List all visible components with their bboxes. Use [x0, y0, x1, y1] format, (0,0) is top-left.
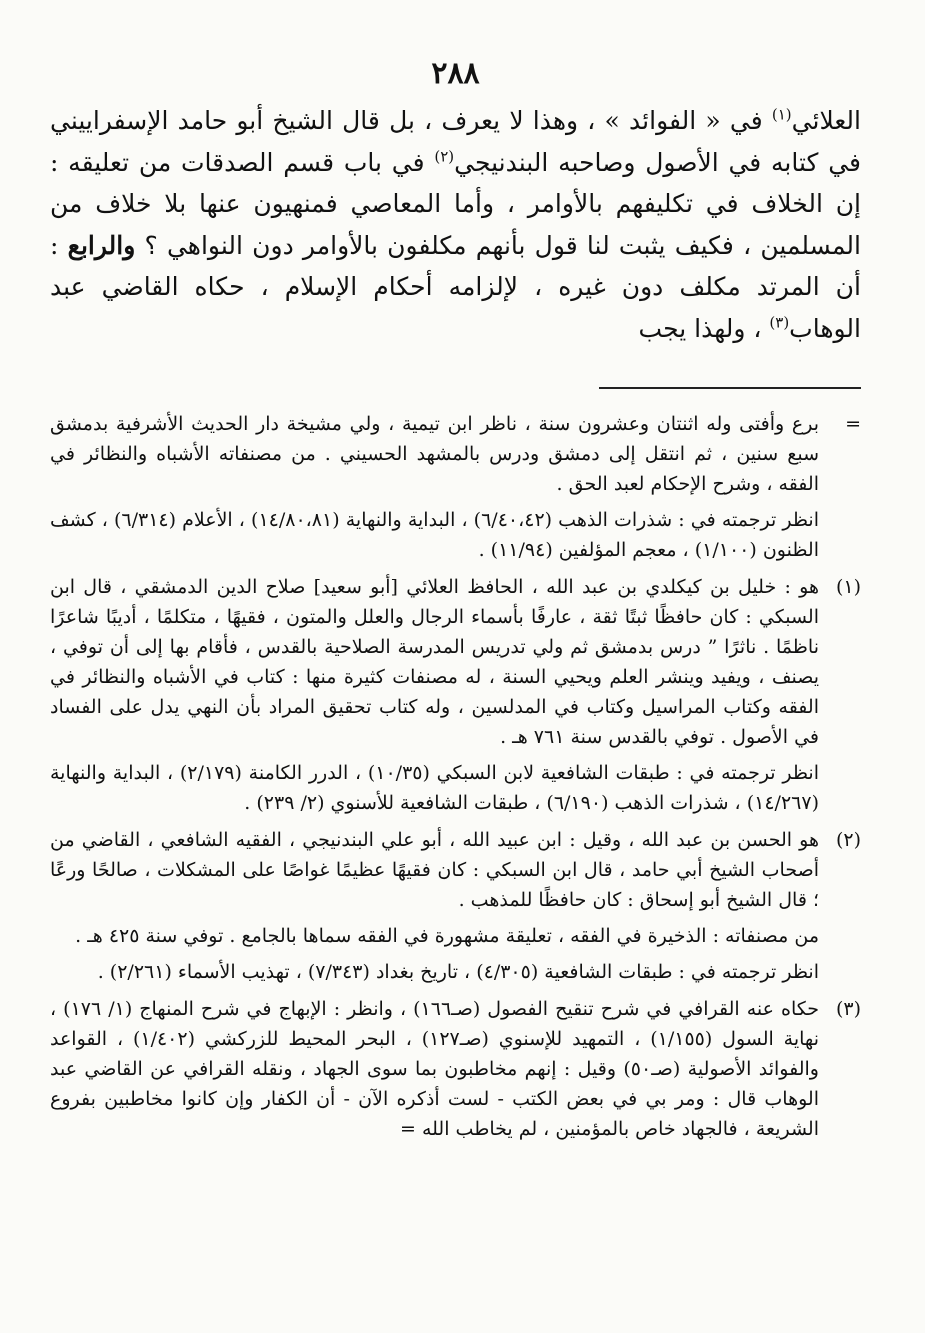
- footnote-body: [50, 825, 819, 987]
- bold-term: والرابع: [67, 230, 136, 260]
- footnote-3: [50, 994, 861, 1144]
- footnote-marker: (٣): [835, 998, 861, 1020]
- footnote-marker: (٢): [835, 829, 861, 851]
- main-text-segment: في « الفوائد » ، وهذا لا يعرف ، بل قال الشيخ أبو حامد الإسفراييني في كتابه في الأصول وصاحبه البندنيجي: [50, 106, 861, 177]
- footnote-paragraph: انظر ترجمته في : طبقات الشافعية (٤/٣٠٥) ، تاريخ بغداد (٧/٣٤٣) ، تهذيب الأسماء (٢/٢٦١) .: [97, 961, 819, 983]
- footnote-body: [50, 572, 819, 818]
- footnote-paragraph: انظر ترجمته في : طبقات الشافعية لابن السبكي (١٠/٣٥) ، الدرر الكامنة (٢/١٧٩) ، البداية والنهاية (١٤/٢٦٧) ، شذرات الذهب (٦/١٩٠) ، طبقات الشافعية للأسنوي (٢/ ٢٣٩) .: [50, 762, 819, 814]
- footnotes: [50, 409, 861, 1144]
- footnote-1: [50, 572, 861, 818]
- footnote-ref[interactable]: (٢): [434, 147, 455, 166]
- main-text-segment: في باب قسم الصدقات من تعليقه : إن الخلاف في تكليفهم بالأوامر ، وأما المعاصي فمنهيون عنها بلا خلاف من المسلمين ، فكيف يثبت لنا قول بأنهم مكلفون بالأوامر دون النواهي ؟: [50, 147, 861, 260]
- footnote-separator: [599, 387, 861, 389]
- footnote-paragraph: حكاه عنه القرافي في شرح تنقيح الفصول (صـ١٦٦) ، وانظر : الإبهاج في شرح المنهاج (١/ ١٧٦) ، نهاية السول (١/١٥٥) ، التمهيد للإسنوي (صـ١٢٧) ، البحر المحيط للزركشي (١/٤٠٢) ، القواعد والفوائد الأصولية (صـ٥٠) وقيل : إنهم مخاطبون بما سوى الجهاد ، ونقله القرافي عن القاضي عبد الوهاب قال : ومر بي في بعض الكتب - لست أذكره الآن - أن الكفار وإن كانوا مخاطبين بفروع الشريعة ، فالجهاد خاص بالمؤمنين ، لم يخاطب الله =: [50, 998, 819, 1140]
- footnote-marker: (١): [835, 576, 861, 598]
- footnote-ref[interactable]: (١): [771, 105, 792, 124]
- footnote-paragraph: هو : خليل بن كيكلدي بن عبد الله ، الحافظ العلائي [أبو سعيد] صلاح الدين الدمشقي ، قال ابن السبكي : كان حافظًا ثبتًا ثقة ، عارفًا بأسماء الرجال والعلل والمتون ، فقيهًا ، متكلمًا ، أديبًا شاعرًا ناظمًا . ناثرًا ” درس بدمشق ثم ولي تدريس المدرسة الصلاحية بالقدس ، فأقام بها إلى أن توفي ، يصنف ، ويفيد وينشر العلم ويحيي السنة ، له مصنفات كثيرة منها : كتاب في الأشباه والنظائر في الفقه وكتاب المراسيل وكتاب في المدلسين ، وله كتاب تحقيق المراد بأن النهي يدل على الفساد في الأصول . توفي بالقدس سنة ٧٦١ هـ .: [50, 576, 819, 748]
- footnote-marker: =: [845, 413, 861, 435]
- footnote-body: [50, 409, 819, 565]
- footnote-paragraph: انظر ترجمته في : شذرات الذهب (٦/٤٠،٤٢) ، البداية والنهاية (١٤/٨٠،٨١) ، الأعلام (٦/٣١٤) ، كشف الظنون (١/١٠٠) ، معجم المؤلفين (١١/٩٤) .: [50, 509, 819, 561]
- footnote-2: [50, 825, 861, 987]
- main-text-segment: ، ولهذا يجب: [638, 313, 770, 343]
- main-text-segment: : أن المرتد مكلف دون غيره ، لإلزامه أحكام الإسلام ، حكاه القاضي عبد الوهاب: [50, 230, 861, 343]
- book-page: [50, 52, 861, 1313]
- main-text-segment: العلائي: [791, 106, 861, 135]
- footnote-paragraph: من مصنفاته : الذخيرة في الفقه ، تعليقة مشهورة في الفقه سماها بالجامع . توفي سنة ٤٢٥ هـ .: [75, 925, 819, 947]
- footnote-continuation: [50, 409, 861, 565]
- footnote-paragraph: برع وأفتى وله اثنتان وعشرون سنة ، ناظر ابن تيمية ، ولي مشيخة دار الحديث الأشرفية بدمشق سبع سنين ، ثم انتقل إلى دمشق ودرس بالمشهد الحسيني . من مصنفاته الأشباه والنظائر في الفقه ، وشرح الإحكام لعبد الحق .: [50, 413, 819, 495]
- footnote-paragraph: هو الحسن بن عبد الله ، وقيل : ابن عبيد الله ، أبو علي البندنيجي ، الفقيه الشافعي ، القاضي من أصحاب الشيخ أبي حامد ، قال ابن السبكي : كان فقيهًا عظيمًا غواصًا على المشكلات ، صالحًا ورعًا ؛ قال الشيخ أبو إسحاق : كان حافظًا للمذهب .: [50, 829, 819, 911]
- page-number: ٢٨٨: [431, 56, 480, 91]
- main-text: [50, 100, 861, 349]
- footnote-ref[interactable]: (٣): [769, 313, 790, 332]
- footnote-body: [50, 994, 819, 1144]
